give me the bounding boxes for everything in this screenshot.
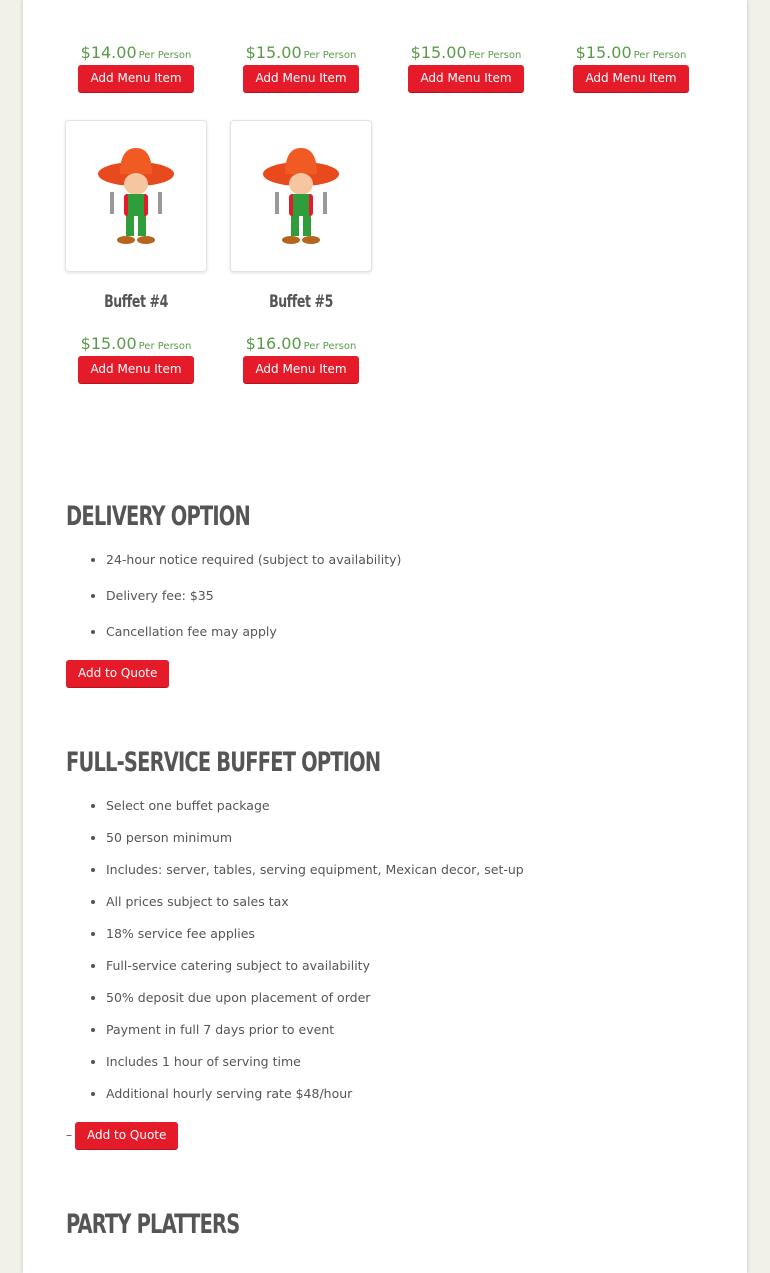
item-name: Buffet #4 bbox=[104, 292, 168, 312]
price: $15.00 bbox=[575, 43, 632, 62]
price: $15.00 bbox=[410, 43, 467, 62]
list-item: • Delivery fee: $35 bbox=[106, 588, 401, 624]
item-name: Buffet #5 bbox=[269, 292, 333, 312]
menu-item bbox=[395, 21, 537, 93]
add-to-quote-button[interactable]: Add to Quote bbox=[75, 1122, 178, 1150]
list-item: • All prices subject to sales tax bbox=[106, 894, 524, 926]
list-item: • Includes 1 hour of serving time bbox=[106, 1054, 524, 1086]
list-item: • Select one buffet package bbox=[106, 798, 524, 830]
menu-item bbox=[230, 21, 372, 93]
per-person-label: Per Person bbox=[468, 50, 522, 61]
per-person-label: Per Person bbox=[138, 50, 192, 61]
add-menu-item-button[interactable]: Add Menu Item bbox=[78, 356, 193, 384]
add-menu-item-button[interactable]: Add Menu Item bbox=[243, 65, 358, 93]
list-item: • 18% service fee applies bbox=[106, 926, 524, 958]
add-to-quote-button[interactable]: Add to Quote bbox=[66, 660, 169, 688]
add-menu-item-button[interactable]: Add Menu Item bbox=[573, 65, 688, 93]
menu-item-buffet-5 bbox=[230, 120, 372, 384]
price: $14.00 bbox=[80, 43, 137, 62]
price: $15.00 bbox=[245, 43, 302, 62]
mascot-icon bbox=[261, 144, 341, 248]
per-person-label: Per Person bbox=[138, 341, 192, 352]
add-menu-item-button[interactable]: Add Menu Item bbox=[408, 65, 523, 93]
list-item: • Payment in full 7 days prior to event bbox=[106, 1022, 524, 1054]
list-item: • 50 person minimum bbox=[106, 830, 524, 862]
per-person-label: Per Person bbox=[303, 50, 357, 61]
per-person-label: Per Person bbox=[633, 50, 687, 61]
dash-separator: – bbox=[66, 1128, 72, 1142]
add-menu-item-button[interactable]: Add Menu Item bbox=[78, 65, 193, 93]
price: $16.00 bbox=[245, 334, 302, 353]
menu-item bbox=[560, 21, 702, 93]
menu-item-buffet-4 bbox=[65, 120, 207, 384]
party-platters-heading: PARTY PLATTERS bbox=[66, 1209, 240, 1240]
list-item: • Includes: server, tables, serving equipment, Mexican decor, set-up bbox=[106, 862, 524, 894]
mascot-sombrero-image[interactable] bbox=[65, 120, 207, 272]
list-item: • 24-hour notice required (subject to availability) bbox=[106, 552, 401, 588]
add-menu-item-button[interactable]: Add Menu Item bbox=[243, 356, 358, 384]
list-item: • Full-service catering subject to availability bbox=[106, 958, 524, 990]
content-page bbox=[23, 0, 747, 1273]
delivery-list bbox=[66, 552, 401, 660]
full-service-heading: FULL-SERVICE BUFFET OPTION bbox=[66, 747, 381, 778]
list-item: • Additional hourly serving rate $48/hour bbox=[106, 1086, 524, 1118]
price: $15.00 bbox=[80, 334, 137, 353]
full-service-list bbox=[66, 798, 524, 1118]
mascot-sombrero-image[interactable] bbox=[230, 120, 372, 272]
mascot-icon bbox=[96, 144, 176, 248]
list-item: • Cancellation fee may apply bbox=[106, 624, 401, 660]
menu-item bbox=[65, 21, 207, 93]
list-item: • 50% deposit due upon placement of order bbox=[106, 990, 524, 1022]
per-person-label: Per Person bbox=[303, 341, 357, 352]
delivery-heading: DELIVERY OPTION bbox=[66, 501, 250, 532]
